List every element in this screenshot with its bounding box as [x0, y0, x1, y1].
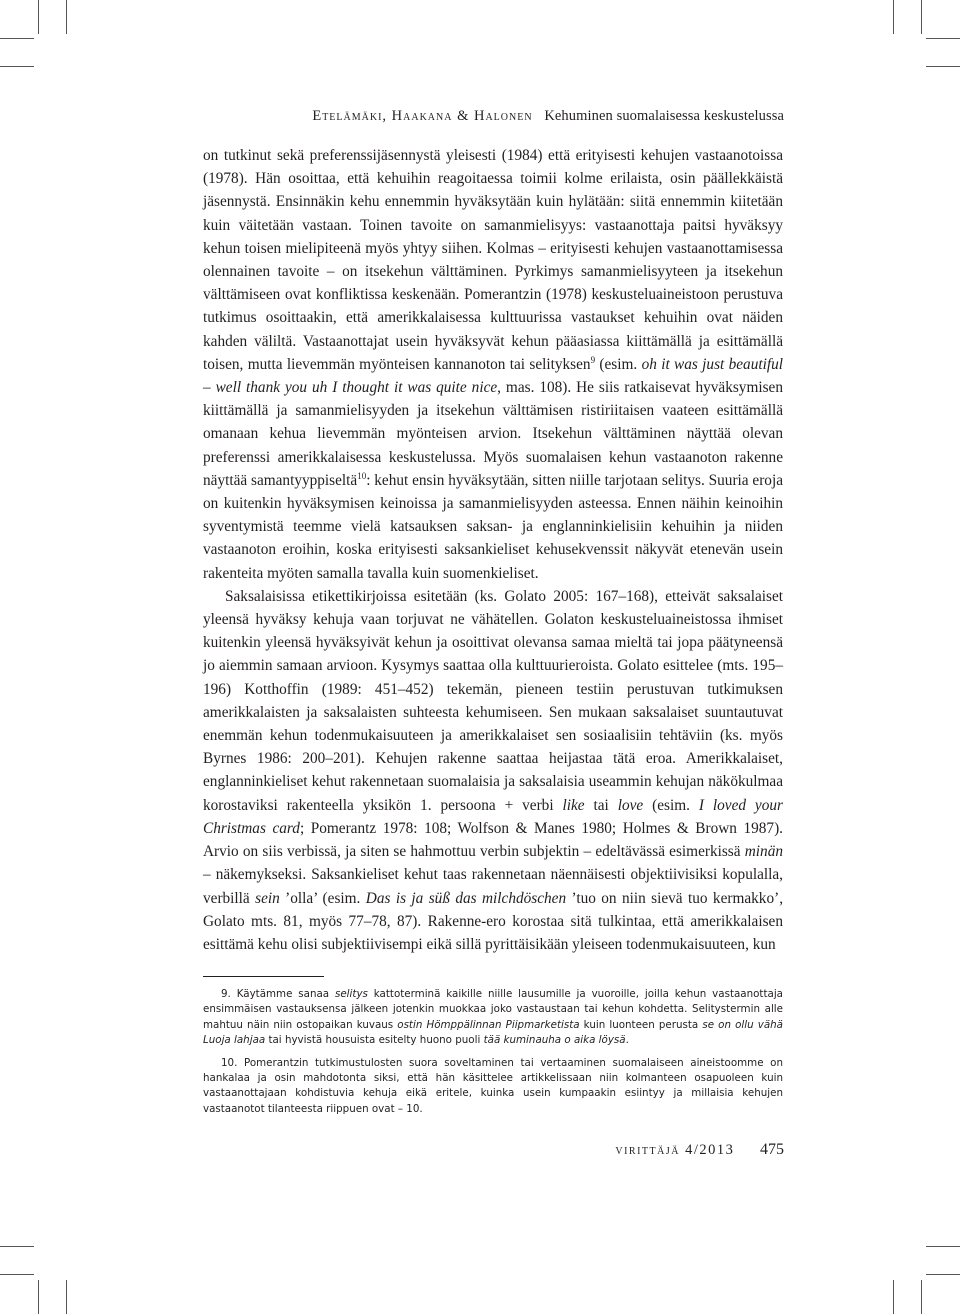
- footnotes: [203, 987, 783, 1124]
- paragraph-1: on tutkinut sekä preferenssijäsennystä yleisesti (1984) että erityisesti kehujen vastaanotoissa (1978). Hän osoittaa, että kehuihin reagoitaessa toimii kolme erilaista, osin päällekkäistä jäsennystä. Ensinnäkin kehu ennemmin hyväksytään kuin hylätään: siitä ennemmin kiitetään kuin väitetään vastaan. Toinen tavoite on samanmielisyys: vastaanottaja paitsi hyväksyy kehun toisen mielipiteenä myös yhtyy siihen. Kolmas – erityisesti kehujen vastaanottamisessa olennainen tavoite – on itsekehun välttäminen. Pyrkimys samanmielisyyteen ja itsekehun välttämiseen ovat konfliktissa keskenään. Pomerantzin (1978) keskusteluaineistoon perustuva tutkimus osoittaakin, että amerikkalaisessa kulttuurissa vastaukset kehuihin ovat näiden kahden väliltä. Vastaanottajat usein hyväksyvät kehun pääasiassa kiittämällä ja esittämällä toisen, mutta lievemmän myönteisen kannanoton tai selityksen$^9$ (esim. oh it was just beautiful – well thank you uh I thought it was quite nice, mas. 108). He siis ratkaisevat hyväksymisen kiittämällä ja samanmielisyyden ja itsekehun välttämisen ristiriitaisen vaateen esittämällä omanaan kehua lievemmän myönteisen arvion. Itsekehun välttäminen näyttää olevan preferenssi amerikkalaisessa keskustelussa. Myös suomalaisen kehun vastaanoton rakenne näyttää samantyyppiseltä$^{10}$: kehut ensin hyväksytään, sitten niille tarjotaan selitys. Suuria eroja on kuitenkin hyväksymisen keinoissa ja samanmielisyyden asteessa. Ennen näihin keinoihin syventymistä teemme vielä katsauksen saksan- ja englanninkielisiin kehuihin ja niiden vastaanoton eroihin, koska erityisesti saksankieliset kehusekvenssit näkyvät etenevän usein rakenteita myöten samalla tavalla kuin suomenkieliset.: [203, 147, 784, 582]
- crop-mark: [0, 38, 34, 39]
- crop-mark: [66, 1280, 67, 1314]
- crop-mark: [921, 1280, 922, 1314]
- crop-mark: [926, 1274, 960, 1275]
- crop-mark: [0, 1274, 34, 1275]
- crop-mark: [921, 0, 922, 34]
- example: oh it was just beautiful – well thank you uh I thought it was quite nice: [203, 355, 784, 397]
- paragraph-2: Saksalaisissa etikettikirjoissa esitetään (ks. Golato 2005: 167–168), etteivät saksalaiset yleensä hyväksy kehuja vaan torjuvat ne vähätellen. Golaton keskusteluaineistossa ihmiset kuitenkin yleensä hyväksyivät kehun ja osoittivat olevansa samaa mieltä tai jopa päätyneensä jo aiemmin samaan arvioon. Kysymys saattaa olla kulttuurieroista. Golato esittelee (mts. 195–196) Kotthoffin (1989: 451–452) tekemän, pieneen testiin perustuvan tutkimuksen amerikkalaisten ja saksalaisten suhteesta kehumiseen. Sen mukaan saksalaiset suuntautuvat enemmän kehun todenmukaisuuteen ja amerikkalaiset sen sosiaalisiin tehtäviin (ks. myös Byrnes 1986: 200–201). Kehujen rakenne saattaa heijastaa tätä eroa. Amerikkalaiset, englanninkieliset kehut rakennetaan suomalaisia ja saksalaisia useammin kehujan näkökulmaa korostaviksi rakenteella yksikön 1. persoona + verbi like tai love (esim. I loved your Christmas card; Pomerantz 1978: 108; Wolfson & Manes 1980; Holmes & Brown 1987). Arvio on siis verbissä, ja siten se hahmottuu verbin subjektin – edeltävässä esimerkissä minän – näkemykseksi. Saksankieliset kehut taas rakennetaan näennäisesti objektiivisiksi kopulalla, verbillä sein ’olla’ (esim. Das is ja süß das milchdöschen ’tuo on niin sievä tuo kermakko’, Golato mts. 81, myös 77–78, 87). Rakenne-ero korostaa sitä tulkintaa, että amerikkalaisen esittämä kehu olisi subjektiivisempi eikä sillä pyrittäisikään yleiseen todenmukaisuuteen, kun: [203, 587, 784, 953]
- page-number: 475: [760, 1141, 784, 1158]
- footnote-ref-10[interactable]: 10: [357, 470, 367, 481]
- crop-mark: [893, 1280, 894, 1314]
- crop-mark: [0, 66, 34, 67]
- footnote-ref-9[interactable]: 9: [590, 354, 596, 365]
- running-header: [312, 108, 784, 125]
- example: Das is ja süß das milchdöschen: [365, 889, 567, 907]
- crop-mark: [893, 0, 894, 34]
- crop-mark: [926, 1246, 960, 1247]
- footnote-9: 9. Käytämme sanaa selitys kattoterminä kaikille niille lausumille ja vuoroille, joilla kehun vastaanottaja ensimmäisen vastauksensa jälkeen jotenkin muokkaa joko vastaustaan tai kehun kohdetta. Selitystermin alle mahtuu näin niin ostopaikan kuvaus ostin Hömppälinnan Piipmarketista kuin luonteen perusta se on ollu vähä Luoja lahjaa tai hyvistä housuista esitelty huono puoli tää kuminauha o aika löysä.: [203, 988, 783, 1047]
- crop-mark: [926, 38, 960, 39]
- header-authors: Etelämäki, Haakana & Halonen: [312, 108, 533, 124]
- footnote-10: 10. Pomerantzin tutkimustulosten suora soveltaminen tai vertaaminen suomalaiseen aineistoomme on hankalaa ja osin mahdotonta siksi, että hän käsittelee artikkelissaan niin kolmanteen osapuoleen kuin vastaanottajaan kohdistuvia kehuja eikä eritele, kuinka usein kumpaakin esiintyy ja millaisia kehujen vastaanotot tilanteesta riippuen ovat – 10.: [203, 1056, 783, 1115]
- footnote-rule: [203, 976, 324, 977]
- crop-mark: [38, 1280, 39, 1314]
- crop-mark: [926, 66, 960, 67]
- example: I loved your Christmas card: [203, 796, 783, 837]
- crop-mark: [0, 1246, 34, 1247]
- crop-mark: [38, 0, 39, 34]
- page-footer: [615, 1141, 784, 1159]
- journal-issue: virittäjä 4/2013: [615, 1142, 735, 1158]
- crop-mark: [66, 0, 67, 34]
- header-title: Kehuminen suomalaisessa keskustelussa: [544, 108, 784, 124]
- main-text: [203, 144, 783, 956]
